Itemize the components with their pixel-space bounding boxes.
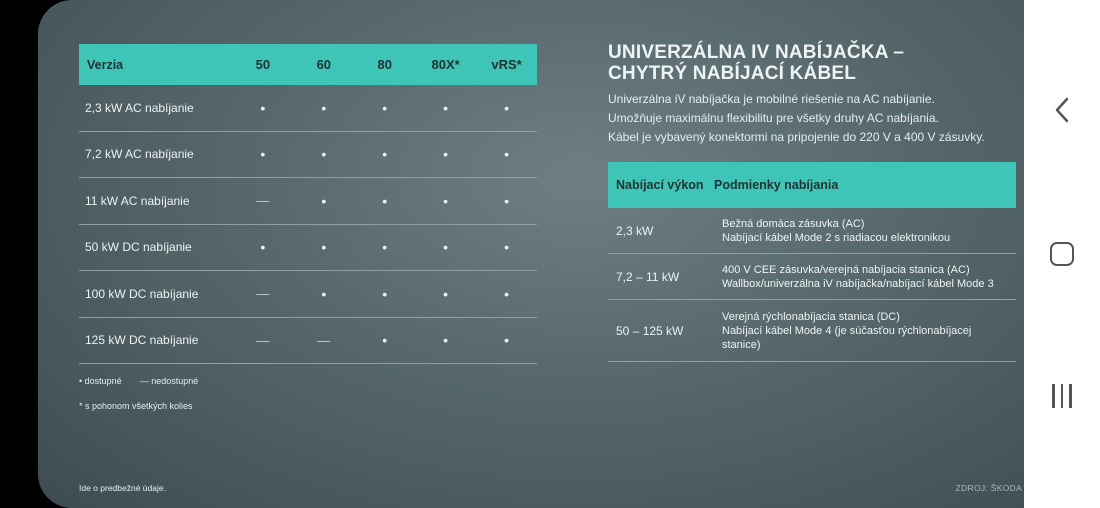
cell: •: [504, 239, 509, 256]
cell: —: [256, 193, 270, 209]
condition-line: Nabíjací kábel Mode 2 s riadiacou elektronikou: [722, 231, 951, 244]
presentation-slide: [38, 0, 1024, 508]
cell: •: [382, 99, 388, 116]
legend-available: • dostupné: [79, 376, 122, 386]
recent-apps-icon[interactable]: [1042, 376, 1082, 416]
conditions: [714, 255, 1016, 299]
cell: •: [382, 146, 388, 163]
cell: •: [443, 192, 449, 209]
condition-line: Verejná rýchlonabíjacia stanica (DC): [722, 310, 900, 323]
footnote: * s pohonom všetkých kolies: [79, 401, 193, 411]
cell: •: [504, 285, 509, 302]
power-value: 50 – 125 kW: [616, 323, 684, 338]
table-row: [79, 318, 537, 365]
charging-table-header: [608, 162, 1016, 208]
header-power: Nabíjací výkon: [616, 178, 704, 192]
home-icon[interactable]: [1042, 234, 1082, 274]
table-row: [608, 208, 1016, 254]
description: [608, 90, 1024, 147]
cell: •: [382, 192, 388, 209]
cell: •: [443, 99, 449, 116]
condition-line: Bežná domáca zásuvka (AC): [722, 217, 865, 230]
cell: •: [260, 239, 266, 256]
desc-line-3: Kábel je vybavený konektormi na pripojenie do 220 V a 400 V zásuvky.: [608, 130, 985, 144]
cell: •: [504, 332, 509, 349]
condition-line: stanice): [722, 338, 761, 351]
condition-line: 400 V CEE zásuvka/verejná nabíjacia stanica (AC): [722, 263, 970, 276]
table-row: [608, 300, 1016, 362]
cell: •: [321, 146, 327, 163]
cell: •: [504, 99, 509, 116]
cell: •: [443, 239, 449, 256]
cell: •: [260, 99, 266, 116]
cell: •: [382, 332, 388, 349]
table-row: [79, 178, 537, 225]
cell: •: [321, 99, 327, 116]
table-legend: [79, 376, 198, 386]
cell: •: [382, 239, 388, 256]
cell: •: [260, 146, 266, 163]
cell: •: [382, 285, 388, 302]
power-value: 2,3 kW: [616, 223, 654, 238]
cell: —: [256, 332, 270, 348]
table-row: [79, 85, 537, 132]
cell: •: [321, 239, 327, 256]
condition-line: Wallbox/univerzálna iV nabíjačka/nabíjací kábel Mode 3: [722, 277, 994, 290]
condition-line: Nabíjací kábel Mode 4 (je súčasťou rýchlonabíjacej: [722, 324, 972, 337]
header-50: 50: [255, 57, 271, 72]
header-80x: 80X*: [431, 57, 460, 72]
power-value: 7,2 – 11 kW: [616, 269, 680, 284]
header-verzia: Verzia: [87, 57, 124, 72]
conditions: [714, 302, 1016, 360]
page-title: [608, 42, 1018, 84]
android-navigation-bar: [1024, 0, 1100, 508]
source-label: ZDROJ: ŠKODA: [955, 483, 1022, 493]
table-row: [79, 132, 537, 179]
desc-line-2: Umožňuje maximálnu flexibilitu pre všetky druhy AC nabíjania.: [608, 111, 939, 125]
table-row: [79, 271, 537, 318]
conditions: [714, 209, 1016, 253]
cell: •: [443, 285, 449, 302]
legend-unavailable: — nedostupné: [139, 376, 199, 386]
row-label: 50 kW DC nabíjanie: [85, 240, 192, 255]
version-table: [79, 44, 537, 364]
back-icon[interactable]: [1042, 90, 1082, 130]
cell: •: [443, 332, 449, 349]
header-80: 80: [377, 57, 392, 72]
cell: •: [321, 192, 327, 209]
preliminary-note: Ide o predbežné údaje.: [79, 483, 166, 493]
table-row: [608, 254, 1016, 300]
table-row: [79, 225, 537, 272]
cell: •: [504, 192, 509, 209]
row-label: 11 kW AC nabíjanie: [85, 193, 190, 208]
cell: •: [504, 146, 509, 163]
cell: —: [256, 286, 270, 302]
desc-line-1: Univerzálna iV nabíjačka je mobilné riešenie na AC nabíjanie.: [608, 92, 935, 106]
header-60: 60: [316, 57, 332, 72]
cell: —: [317, 332, 331, 348]
row-label: 125 kW DC nabíjanie: [85, 333, 199, 348]
row-label: 2,3 kW AC nabíjanie: [85, 100, 194, 115]
row-label: 7,2 kW AC nabíjanie: [85, 147, 194, 162]
row-label: 100 kW DC nabíjanie: [85, 286, 199, 301]
title-line-1: UNIVERZÁLNA IV NABÍJAČKA –: [608, 42, 905, 63]
header-conditions: Podmienky nabíjania: [714, 178, 839, 192]
cell: •: [443, 146, 449, 163]
charging-table: [608, 162, 1016, 362]
version-table-header: [79, 44, 537, 85]
header-vrs: vRS*: [491, 57, 522, 72]
cell: •: [321, 285, 327, 302]
title-line-2: CHYTRÝ NABÍJACÍ KÁBEL: [608, 63, 857, 84]
